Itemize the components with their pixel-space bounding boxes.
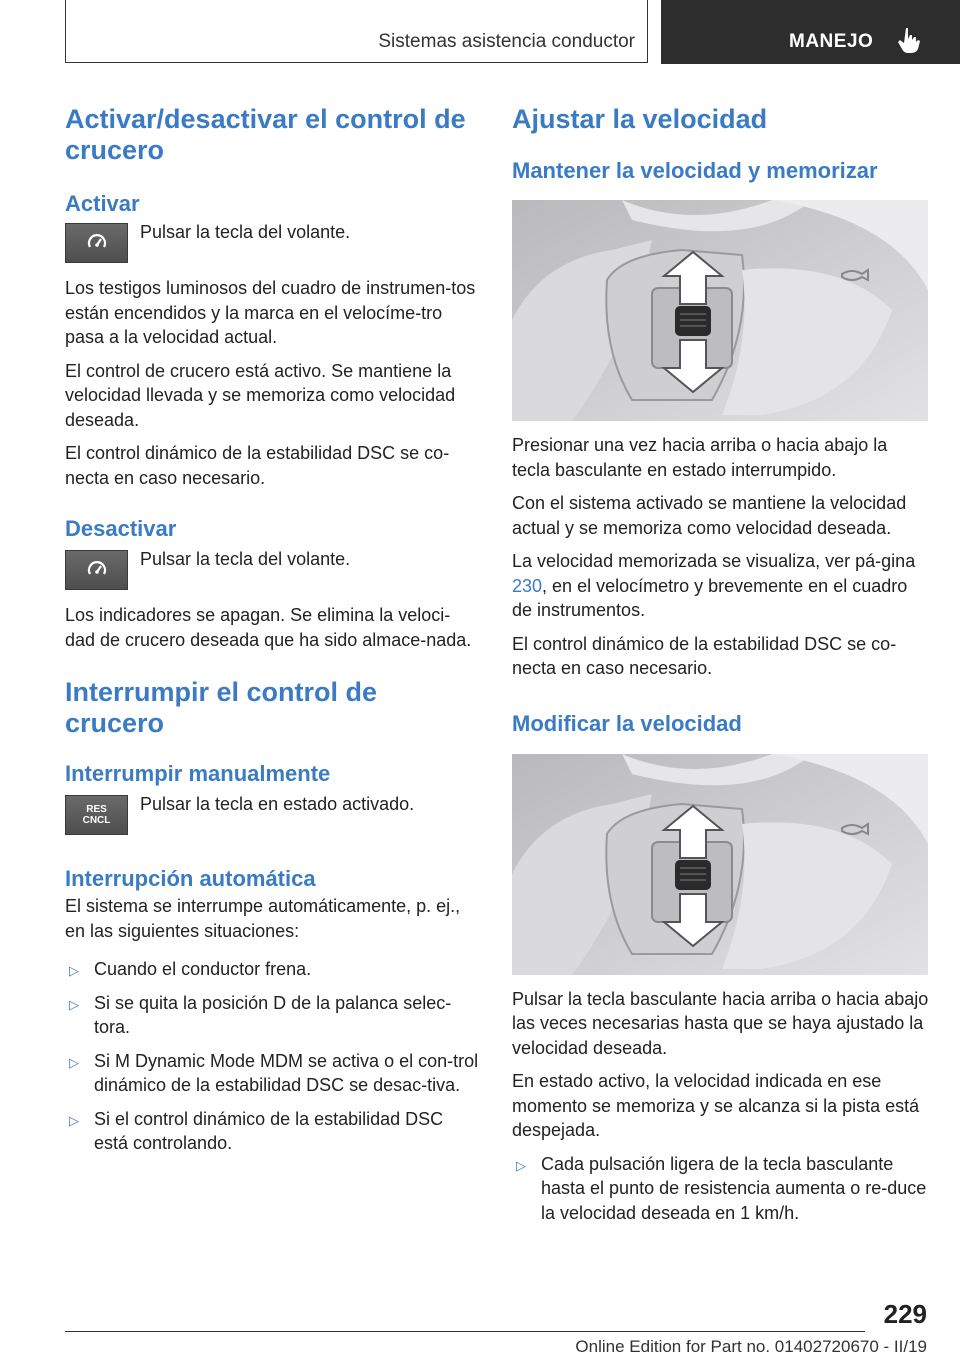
list-item-text: Cuando el conductor frena. [94, 959, 312, 979]
cruise-control-button-image [65, 550, 128, 590]
steering-wheel-figure-1 [512, 200, 928, 421]
mantener-paragraph-3 [512, 549, 930, 623]
footer-divider [65, 1331, 865, 1332]
list-item [65, 991, 479, 1040]
mantener-paragraph-1: Presionar una vez hacia arriba o hacia abajo la tecla basculante en estado interrumpido. [512, 435, 888, 480]
modificar-list [512, 1152, 930, 1226]
page-link[interactable]: 230 [512, 575, 543, 596]
cruise-control-icon [84, 559, 110, 581]
cruise-control-icon [84, 232, 110, 254]
triangle-bullet-icon: ▷ [69, 1054, 79, 1070]
desactivar-instruction: Pulsar la tecla del volante. [140, 549, 351, 569]
res-label: RES [86, 804, 107, 815]
subsection-title-mantener: Mantener la velocidad y memorizar [512, 158, 878, 183]
manual-button-row [65, 795, 479, 835]
left-column [65, 100, 479, 1156]
list-item-text: Si se quita la posición D de la palanca selec-tora. [94, 992, 452, 1037]
activar-paragraph-3: El control dinámico de la estabilidad DSC se co-necta en caso necesario. [65, 443, 450, 488]
section-title-ajustar: Ajustar la velocidad [512, 104, 768, 134]
auto-list [65, 957, 479, 1156]
manual-instruction: Pulsar la tecla en estado activado. [140, 794, 415, 814]
section-title-activate: Activar/desactivar el control de crucero [65, 104, 466, 165]
header-section-box [65, 0, 648, 63]
subsection-title-manual: Interrumpir manualmente [65, 761, 331, 786]
header-tab-box [661, 0, 960, 64]
steering-wheel-illustration [512, 200, 928, 421]
triangle-bullet-icon: ▷ [69, 1112, 79, 1128]
subsection-title-activar: Activar [65, 191, 140, 216]
modificar-paragraph-1: Pulsar la tecla basculante hacia arriba o hacia abajo las veces necesarias hasta que se haya ajustado la velocidad deseada. [512, 988, 929, 1058]
list-item-text: Cada pulsación ligera de la tecla basculante hasta el punto de resistencia aumenta o re-duce la velocidad deseada en 1 km/h. [541, 1153, 927, 1223]
list-item [65, 1049, 479, 1098]
auto-intro: El sistema se interrumpe automáticamente, p. ej., en las siguientes situaciones: [65, 896, 461, 941]
desactivar-button-row [65, 550, 479, 590]
header-tab-label: MANEJO [789, 31, 874, 52]
list-item-text: Si M Dynamic Mode MDM se activa o el con-trol dinámico de la estabilidad DSC se desac-tiva. [94, 1050, 479, 1095]
steering-wheel-illustration [512, 754, 928, 975]
activar-instruction: Pulsar la tecla del volante. [140, 222, 351, 242]
cncl-label: CNCL [82, 815, 111, 826]
page-header [65, 0, 960, 64]
mantener-paragraph-2: Con el sistema activado se mantiene la velocidad actual y se memoriza como velocidad deseada. [512, 493, 907, 538]
section-title-interrumpir: Interrumpir el control de crucero [65, 677, 378, 738]
subsection-title-modificar: Modificar la velocidad [512, 710, 742, 736]
list-item [512, 1152, 930, 1226]
res-cncl-button-image [65, 795, 128, 835]
cruise-control-button-image [65, 223, 128, 263]
header-section-title: Sistemas asistencia conductor [378, 31, 635, 52]
text-span: La velocidad memorizada se visualiza, ver pá-gina [512, 551, 916, 571]
list-item [65, 957, 479, 982]
steering-wheel-figure-2 [512, 754, 928, 975]
text-span: , en el velocímetro y brevemente en el cuadro de instrumentos. [512, 575, 908, 620]
list-item-text: Si el control dinámico de la estabilidad DSC está controlando. [94, 1108, 444, 1153]
modificar-paragraph-2: En estado activo, la velocidad indicada en ese momento se memoriza y se alcanza si la pista está despejada. [512, 1071, 920, 1140]
triangle-bullet-icon: ▷ [516, 1157, 526, 1173]
activar-paragraph-1: Los testigos luminosos del cuadro de instrumen-tos están encendidos y la marca en el velocíme-tro pasa a la velocidad actual. [65, 278, 476, 347]
list-item [65, 1107, 479, 1156]
hand-icon [897, 26, 923, 54]
triangle-bullet-icon: ▷ [69, 996, 79, 1012]
footer-edition: Online Edition for Part no. 01402720670 - II/19 [575, 1337, 927, 1356]
mantener-paragraph-4: El control dinámico de la estabilidad DSC se co-necta en caso necesario. [512, 633, 897, 678]
right-column [512, 100, 930, 1225]
subsection-title-desactivar: Desactivar [65, 516, 177, 541]
activar-paragraph-2: El control de crucero está activo. Se mantiene la velocidad llevada y se memoriza como velocidad deseada. [65, 360, 456, 430]
page-number: 229 [883, 1299, 927, 1329]
activar-button-row [65, 223, 479, 263]
desactivar-paragraph-1: Los indicadores se apagan. Se elimina la veloci-dad de crucero deseada que ha sido almace-nada. [65, 605, 472, 650]
subsection-title-auto: Interrupción automática [65, 866, 316, 891]
triangle-bullet-icon: ▷ [69, 963, 79, 978]
